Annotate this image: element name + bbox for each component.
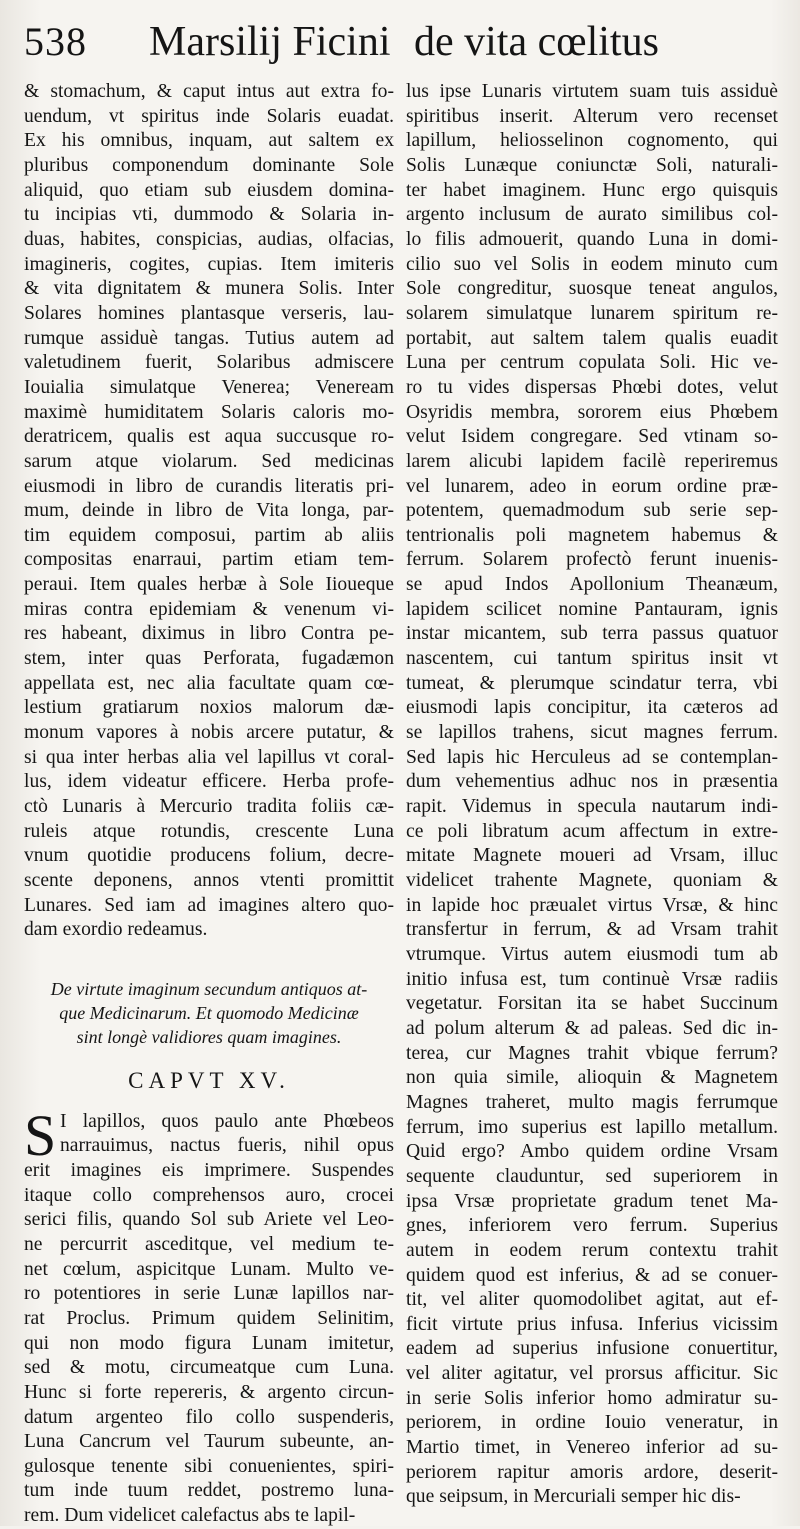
text-line: qui non modo figura Lunam imitetur, <box>24 1332 394 1354</box>
text-line: non quia simile, alioquin & Magnetem <box>406 1067 778 1089</box>
text-line: mum, deinde in libro de Vita longa, par- <box>24 500 394 522</box>
text-line: tim equidem composui, partim ab aliis <box>24 524 394 546</box>
text-line: tumeat, & plerumque scindatur terra, vbi <box>406 672 778 694</box>
left-column <box>24 80 394 1529</box>
text-line: net cœlum, aspicitque Lunam. Multo ve- <box>24 1258 394 1280</box>
text-line: rat Proclus. Primum quidem Selinitim, <box>24 1307 394 1329</box>
text-line: gulosque tenente sibi conuenientes, spiri- <box>24 1455 394 1477</box>
text-line: portabit, aut saltem talem qualis euadit <box>406 327 778 349</box>
text-line: ferrum. Solarem profectò ferunt inuenis- <box>406 549 778 571</box>
text-line: valetudinem fuerit, Solaribus admiscere <box>24 352 394 374</box>
text-line: imagineris, cogites, cupias. Item imiteris <box>24 253 394 275</box>
section-heading <box>24 977 394 1049</box>
text-line: ro tu vides dispersas Phœbi dotes, velut <box>406 376 778 398</box>
text-line: & stomachum, & caput intus aut extra fo- <box>24 81 394 102</box>
text-line: sed & motu, circumeatque cum Luna. <box>24 1357 394 1379</box>
text-line: datum argenteo filo collo suspenderis, <box>24 1406 394 1428</box>
text-line: nascentem, cui tantum spiritus insit vt <box>406 648 778 670</box>
text-line: ce poli libratum acum affectum in extre- <box>406 820 778 842</box>
text-line: solarem simulatque lunarem spiritum re- <box>406 302 778 324</box>
text-line: argento inclusum de aurato similibus col- <box>406 204 778 226</box>
text-line: De virtute imaginum secundum antiquos at- <box>50 978 368 999</box>
text-line: eadem ad superius infusione conuertitur, <box>406 1338 778 1360</box>
text-line: gnes, inferiorem vero ferrum. Superius <box>406 1215 778 1237</box>
text-line: vnum quotidie producens folium, decre- <box>24 845 394 867</box>
text-line: Osyridis membra, sororem eius Phœbem <box>406 401 778 423</box>
text-line: aliquid, quo etiam sub eiusdem domina- <box>24 179 394 201</box>
text-line: dam exordio redeamus. <box>24 919 208 941</box>
text-line: si qua inter herbas alia vel lapillus vt coral- <box>24 746 394 768</box>
text-line: dum vehementius adhuc nos in præsentia <box>406 771 778 793</box>
text-line: Magnes traheret, multo magis ferrumque <box>406 1091 778 1113</box>
text-line: lus, idem videatur efficere. Herba profe- <box>24 771 394 793</box>
text-line: ro potentiores in serie Lunæ lapillos nar- <box>24 1283 394 1305</box>
text-line: vel lunarem, adeo in eorum ordine præ- <box>406 475 778 497</box>
text-line: itaque collo comprehensos auro, crocei <box>24 1184 394 1206</box>
text-line: que seipsum, in Mercuriali semper hic dis- <box>406 1486 741 1508</box>
text-line: tit, vel aliter quomodolibet agitat, aut ef- <box>406 1289 778 1311</box>
text-line: vegetatur. Forsitan ita se habet Succinum <box>406 993 778 1015</box>
text-line: maximè humiditatem Solaris caloris mo- <box>24 401 394 423</box>
text-line: in lapide hoc præualet virtus Vrsæ, & hinc <box>406 894 778 916</box>
text-line: potentem, quemadmodum sub serie sep- <box>406 500 778 522</box>
text-line: Ex his omnibus, inquam, aut saltem ex <box>24 130 394 152</box>
text-line: deratricem, qualis est aqua succusque ro- <box>24 426 394 448</box>
running-head-title: de vita cœlitus <box>414 19 659 65</box>
chapter-body <box>24 1102 394 1529</box>
text-line: uendum, vt spiritus inde Solaris euadat. <box>24 105 394 127</box>
text-line: monum vapores à nobis arcere putatur, & <box>24 722 394 744</box>
text-line: Sed lapis hic Herculeus ad se contemplan- <box>406 746 778 768</box>
text-line: miras contra epidemiam & venenum vi- <box>24 598 394 620</box>
text-line: cilio suo vel Solis in eodem minuto cum <box>406 253 778 275</box>
text-line: rem. Dum videlicet calefactus abs te lapil- <box>24 1505 356 1527</box>
text-line: rumque assiduè tangas. Tutius autem ad <box>24 327 394 349</box>
text-line: lapidem scilicet nomine Pantauram, ignis <box>406 598 778 620</box>
text-line: instar micantem, sub terra passus quatuor <box>406 623 778 645</box>
text-line: Quid ergo? Ambo quidem ordine Vrsam <box>406 1141 778 1163</box>
text-line: rapit. Videmus in specula nautarum indi- <box>406 796 778 818</box>
text-line: mitate Magnete moueri ad Vrsam, illuc <box>406 845 778 867</box>
text-line: I lapillos, quos paulo ante Phœbeos <box>60 1110 394 1132</box>
text-line: lapillum, heliosselinon cognomento, qui <box>406 130 778 152</box>
text-line: terea, cur Magnes trahit vbique ferrum? <box>406 1042 778 1064</box>
text-line: ad polum alterum & ad paleas. Sed dic in- <box>406 1017 778 1039</box>
text-line: Luna Cancrum vel Taurum subeunte, an- <box>24 1431 394 1453</box>
text-line: res habeant, diximus in libro Contra pe- <box>24 623 394 645</box>
right-column-body <box>406 80 778 1510</box>
text-columns <box>24 80 786 1529</box>
text-line: Solis Lunæque coniunctæ Soli, naturali- <box>406 154 778 176</box>
text-line: ne percurrit asceditque, vel medium te- <box>24 1233 394 1255</box>
text-line: compositas enarraui, partim etiam tem- <box>24 549 394 571</box>
text-line: sint longè validiores quam imagines. <box>76 1026 342 1047</box>
text-line: Iouialia simulatque Venerea; Veneream <box>24 376 394 398</box>
text-line: periorem rapitur amoris ardore, deserit- <box>406 1461 778 1483</box>
text-line: erit imagines eis imprimere. Suspendes <box>24 1159 394 1181</box>
text-line: se lapillos trahens, sicut magnes ferrum. <box>406 722 778 744</box>
right-column <box>406 80 778 1529</box>
text-line: Sole congreditur, suosque teneat angulos, <box>406 278 778 300</box>
text-line: quidem quod est inferius, & ad se conuer- <box>406 1264 778 1286</box>
running-head <box>24 18 786 80</box>
text-line: stem, inter quas Perforata, fugadæmon <box>24 648 394 670</box>
text-line: Hunc si forte repereris, & argento circun- <box>24 1381 394 1403</box>
text-line: tu incipias vti, dummodo & Solaria in- <box>24 204 394 226</box>
text-line: se apud Indos Apollonium Theanæum, <box>406 574 778 596</box>
chapter-title: CAPVT XV. <box>128 1067 290 1093</box>
text-line: vel aliter agitatur, vel prorsus afficitur. Sic <box>406 1363 778 1385</box>
text-line: sequente clauduntur, sed superiorem in <box>406 1165 778 1187</box>
text-line: ruleis atque rotundis, crescente Luna <box>24 820 394 842</box>
text-line: eiusmodi in libro de curandis literatis pri- <box>24 475 394 497</box>
text-line: spiritibus inserit. Alterum vero recenset <box>406 105 778 127</box>
text-line: lus ipse Lunaris virtutem suam tuis assiduè <box>406 81 778 102</box>
text-line: ctò Lunaris à Mercurio tradita foliis cæ- <box>24 796 394 818</box>
text-line: peraui. Item quales herbæ à Sole Iioueque <box>24 574 394 596</box>
text-line: larem alicubi lapidem facilè reperiremus <box>406 450 778 472</box>
text-line: vtrumque. Virtus autem eiusmodi tum ab <box>406 943 778 965</box>
text-line: transfertur in ferrum, & ad Vrsam trahit <box>406 919 778 941</box>
text-line: Solares homines plantasque verseris, lau- <box>24 302 394 324</box>
text-line: lo filis admouerit, quando Luna in domi- <box>406 228 778 250</box>
text-line: ferrum, imo superius est lapillo metallum. <box>406 1116 778 1138</box>
text-line: eiusmodi lapis concipitur, ita cæteros ad <box>406 697 778 719</box>
page-number: 538 <box>24 19 87 64</box>
text-line: ficit virtute prius infusa. Inferius vicissim <box>406 1313 778 1335</box>
text-line: periorem, in ordine Iouio veneratur, in <box>406 1412 778 1434</box>
text-line: lestium gratiarum noxios malorum dæ- <box>24 697 394 719</box>
text-line: & vita dignitatem & munera Solis. Inter <box>24 278 394 300</box>
text-line: videlicet trahente Magnete, quoniam & <box>406 870 778 891</box>
text-line: serici filis, quando Sol sub Ariete vel Leo- <box>24 1209 394 1231</box>
text-line: velut Isidem congregare. Sed vtinam so- <box>406 426 778 448</box>
text-line: scente deponens, annos vtenti promittit <box>24 870 394 891</box>
text-line: appellata est, nec alia facultate quam cœ- <box>24 672 394 694</box>
drop-capital: S <box>24 1102 57 1168</box>
text-line: ter habet imaginem. Hunc ergo quisquis <box>406 179 778 201</box>
text-line: tentrionalis poli magnetem habemus & <box>406 524 778 546</box>
text-line: sarum atque violarum. Sed medicinas <box>24 450 394 472</box>
text-line: initio infusa est, tum continuè Vrsæ radiis <box>406 968 778 990</box>
text-line: in serie Solis inferior homo admiratur su- <box>406 1387 778 1409</box>
running-head-author: Marsilij Ficini <box>149 19 391 65</box>
text-line: ipsa Vrsæ proprietate gradum tenet Ma- <box>406 1190 778 1212</box>
text-line: autem in eodem rerum contextu trahit <box>406 1239 778 1261</box>
text-line: tum inde tuum reddet, postremo luna- <box>24 1480 394 1502</box>
text-line: que Medicinarum. Et quomodo Medicinæ <box>59 1002 359 1023</box>
text-line: Martio timet, in Venereo inferior ad su- <box>406 1437 778 1459</box>
left-column-body <box>24 80 394 943</box>
text-line: Luna per centrum copulata Soli. Hic ve- <box>406 352 778 374</box>
text-line: Lunares. Sed iam ad imagines altero quo- <box>24 894 394 916</box>
text-line: pluribus componendum dominante Sole <box>24 154 394 176</box>
text-line: narrauimus, nactus fueris, nihil opus <box>60 1135 394 1157</box>
text-line: duas, habites, conspicias, audias, olfacias, <box>24 228 394 250</box>
